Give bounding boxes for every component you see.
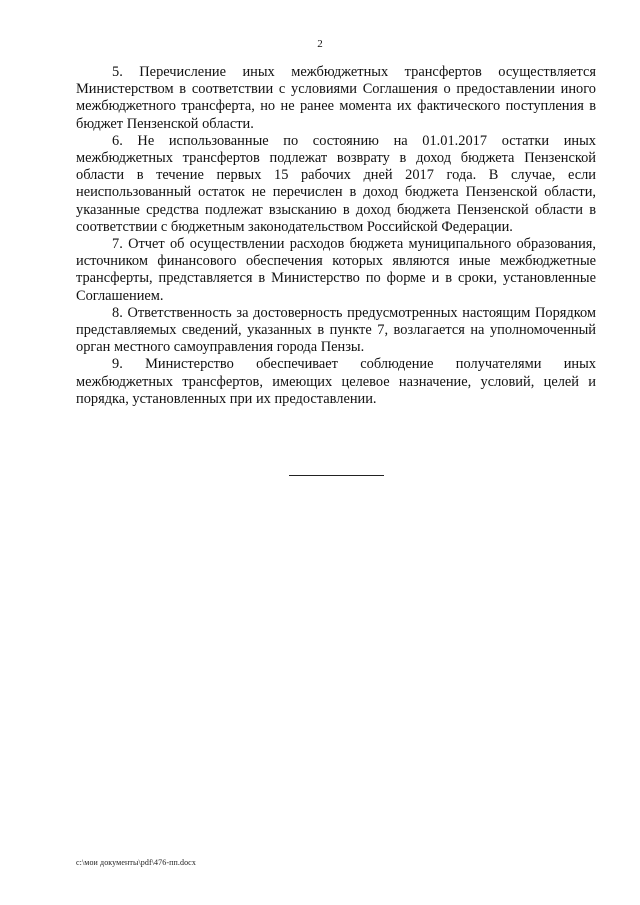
paragraph-6: 6. Не использованные по состоянию на 01.01.2017 остатки иных межбюджетных трансфертов подлежат возврату в доход бюджета Пензенской области в течение первых 15 рабочих дней 2017 года. В случае, если неиспользованный остаток не перечислен в доход бюджета Пензенской области, указанные средства подлежат взысканию в доход бюджета Пензенской области в соответствии с бюджетным законодательством Российской Федерации.: [76, 132, 596, 235]
end-separator-line: [289, 475, 384, 476]
paragraph-9: 9. Министерство обеспечивает соблюдение получателями иных межбюджетных трансфертов, имеющих целевое назначение, условий, целей и порядка, установленных при их предоставлении.: [76, 356, 596, 407]
paragraph-5: 5. Перечисление иных межбюджетных трансфертов осуществляется Министерством в соответствии с условиями Соглашения о предоставлении иного межбюджетного трансферта, но не ранее момента их фактического поступления в бюджет Пензенской области.: [76, 64, 596, 132]
footer-file-path: c:\мои документы\pdf\476-пп.docx: [76, 858, 196, 867]
paragraph-8: 8. Ответственность за достоверность предусмотренных настоящим Порядком представляемых сведений, указанных в пункте 7, возлагается на уполномоченный орган местного самоуправления города Пензы.: [76, 304, 596, 356]
document-body: [76, 64, 596, 408]
page-number: 2: [317, 38, 323, 50]
paragraph-7: 7. Отчет об осуществлении расходов бюджета муниципального образования, источником финансового обеспечения которых являются иные межбюджетные трансферты, представляется в Министерство по форме и в сроки, установленные Соглашением.: [76, 236, 596, 304]
